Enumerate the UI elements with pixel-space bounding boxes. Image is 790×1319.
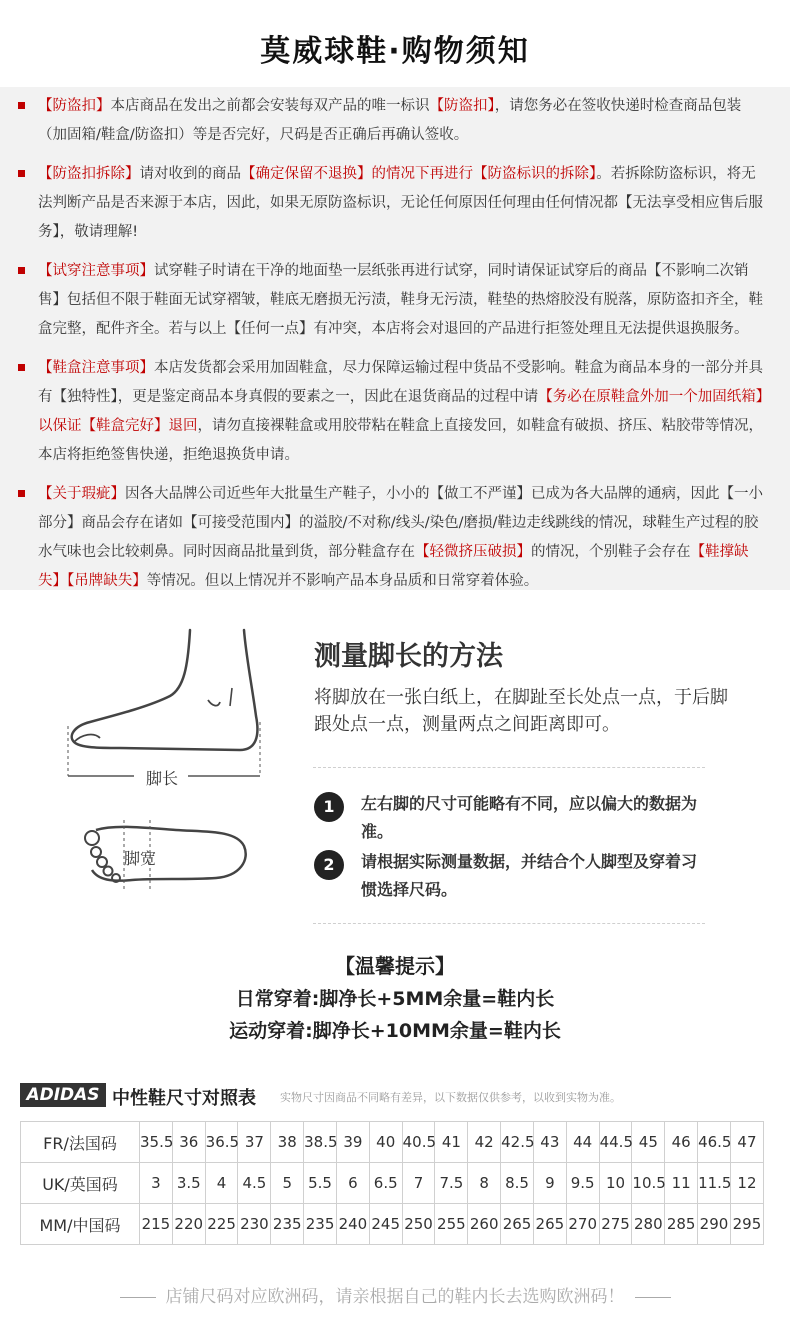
size-cell: 3 (140, 1163, 173, 1204)
size-cell: 225 (205, 1204, 238, 1245)
notice-text: ，请您务必在签收快递时检查商品包装（加固箱/鞋盒/防盗扣）等是否完好，尺码是否正确后再确认签收。 (38, 98, 742, 143)
purchase-notice-section (0, 87, 790, 590)
size-cell: 265 (501, 1204, 534, 1245)
notice-text: 请对收到的商品 (139, 166, 241, 182)
table-row (21, 1163, 764, 1204)
size-cell: 6 (336, 1163, 369, 1204)
notice-text: 。若拆除防盗标识，将无法判断产品是否来源于本店，因此，如果无原防盗标识，无论任何原因任何理由任何情况都【无法享受相应售后服务】，敬请理解! (38, 166, 763, 240)
size-cell: 46 (665, 1122, 698, 1163)
size-chart-note: 实物尺寸因商品不同略有差异，以下数据仅供参考，以收到实物为准。 (280, 1091, 621, 1104)
tip-2-text: 请根据实际测量数据，并结合个人脚型及穿着习惯选择尺码。 (361, 852, 698, 899)
size-cell: 42 (468, 1122, 501, 1163)
warm-tip-sport: 运动穿着:脚净长+10MM余量=鞋内长 (229, 1020, 561, 1042)
measure-title: 测量脚长的方法 (314, 641, 503, 672)
notice-highlight: 【鞋撑缺失】【吊牌缺失】 (38, 544, 749, 589)
page-title: 莫威球鞋·购物须知 (260, 34, 530, 69)
size-cell: 10 (599, 1163, 632, 1204)
size-cell: 215 (140, 1204, 173, 1245)
notice-text: 本店商品在发出之前都会安装每双产品的唯一标识 (110, 98, 430, 114)
size-cell: 245 (369, 1204, 402, 1245)
size-cell: 255 (435, 1204, 468, 1245)
bullet-icon (18, 364, 25, 371)
size-cell: 290 (698, 1204, 731, 1245)
size-cell: 9 (533, 1163, 566, 1204)
size-cell: 40 (369, 1122, 402, 1163)
size-cell: 10.5 (632, 1163, 665, 1204)
size-cell: 38 (271, 1122, 304, 1163)
size-chart-table (20, 1121, 764, 1245)
size-cell: 6.5 (369, 1163, 402, 1204)
tip-1-text: 左右脚的尺寸可能略有不同，应以偏大的数据为准。 (361, 794, 698, 841)
size-cell: 230 (238, 1204, 271, 1245)
row-header: FR/法国码 (21, 1122, 140, 1163)
size-cell: 260 (468, 1204, 501, 1245)
notice-highlight: 【防盗扣拆除】 (38, 166, 140, 182)
size-cell: 220 (172, 1204, 205, 1245)
notice-text: 因各大品牌公司近些年大批量生产鞋子，小小的【做工不严谨】已成为各大品牌的通病，因此【一小部分】商品会存在诸如【可接受范围内】的溢胶/不对称/线头/染色/磨损/鞋边走线跳线的情况，球鞋生产过程的胶水气味也会比较刺鼻。同时因商品批量到货，部分鞋盒存在 (38, 486, 763, 560)
size-cell: 4.5 (238, 1163, 271, 1204)
size-cell: 8 (468, 1163, 501, 1204)
notice-text: 的情况，个别鞋子会存在 (531, 544, 691, 560)
bullet-icon (18, 490, 25, 497)
foot-width-label: 脚宽 (124, 849, 157, 868)
size-cell: 35.5 (140, 1122, 173, 1163)
bullet-icon (18, 170, 25, 177)
size-cell: 275 (599, 1204, 632, 1245)
notice-item (38, 160, 768, 247)
size-cell: 45 (632, 1122, 665, 1163)
size-cell: 5.5 (304, 1163, 337, 1204)
size-chart-title: 中性鞋尺寸对照表 (112, 1088, 256, 1109)
tip-2-number: 2 (314, 850, 344, 880)
size-cell: 40.5 (402, 1122, 435, 1163)
notice-highlight: 【防盗扣】 (38, 98, 111, 114)
table-row (21, 1204, 764, 1245)
brand-label: ADIDAS (20, 1083, 106, 1107)
row-header: UK/英国码 (21, 1163, 140, 1204)
size-cell: 11.5 (698, 1163, 731, 1204)
size-cell: 285 (665, 1204, 698, 1245)
measure-section (0, 590, 790, 1070)
footer-dash-left (120, 1297, 156, 1298)
size-cell: 250 (402, 1204, 435, 1245)
size-cell: 36 (172, 1122, 205, 1163)
foot-top-illustration (76, 816, 256, 896)
page-header (0, 0, 790, 87)
size-cell: 5 (271, 1163, 304, 1204)
size-cell: 280 (632, 1204, 665, 1245)
size-cell: 7 (402, 1163, 435, 1204)
size-cell: 235 (304, 1204, 337, 1245)
notice-text: 等情况。但以上情况并不影响产品本身品质和日常穿着体验。 (146, 573, 539, 589)
notice-highlight: 【防盗扣】 (429, 98, 495, 114)
size-cell: 37 (238, 1122, 271, 1163)
row-header: MM/中国码 (21, 1204, 140, 1245)
foot-side-illustration (60, 626, 270, 786)
table-row (21, 1122, 764, 1163)
notice-item (38, 92, 768, 150)
notice-highlight: 【鞋盒注意事项】 (38, 360, 154, 376)
divider-bottom (313, 923, 705, 924)
warm-tip-daily: 日常穿着:脚净长+5MM余量=鞋内长 (235, 988, 555, 1010)
foot-length-label: 脚长 (146, 769, 179, 788)
size-cell: 11 (665, 1163, 698, 1204)
size-cell: 265 (533, 1204, 566, 1245)
bullet-icon (18, 102, 25, 109)
notice-item (38, 354, 768, 470)
size-cell: 235 (271, 1204, 304, 1245)
size-cell: 4 (205, 1163, 238, 1204)
measure-description: 将脚放在一张白纸上，在脚趾至长处点一点，于后脚跟处点一点，测量两点之间距离即可。 (314, 687, 728, 735)
footer-text: 店铺尺码对应欧洲码，请亲根据自己的鞋内长去选购欧洲码！ (165, 1287, 625, 1307)
size-cell: 3.5 (172, 1163, 205, 1204)
size-cell: 38.5 (304, 1122, 337, 1163)
notice-highlight: 【确定保留不退换】的情况下再进行【防盗标识的拆除】 (241, 166, 597, 182)
footer-note (0, 1282, 790, 1307)
size-cell: 41 (435, 1122, 468, 1163)
size-cell: 240 (336, 1204, 369, 1245)
notice-highlight: 【务必在原鞋盒外加一个加固纸箱】以保证【鞋盒完好】退回 (38, 389, 763, 434)
size-cell: 39 (336, 1122, 369, 1163)
size-cell: 42.5 (501, 1122, 534, 1163)
size-cell: 47 (730, 1122, 763, 1163)
size-cell: 44.5 (599, 1122, 632, 1163)
bullet-icon (18, 267, 25, 274)
notice-highlight: 【轻微挤压破损】 (415, 544, 531, 560)
notice-item (38, 480, 768, 596)
size-cell: 7.5 (435, 1163, 468, 1204)
size-cell: 8.5 (501, 1163, 534, 1204)
notice-highlight: 【试穿注意事项】 (38, 263, 154, 279)
notice-text: 试穿鞋子时请在干净的地面垫一层纸张再进行试穿，同时请保证试穿后的商品【不影响二次销售】包括但不限于鞋面无试穿褶皱，鞋底无磨损无污渍，鞋身无污渍，鞋垫的热熔胶没有脱落，原防盗扣齐全，鞋盒完整，配件齐全。若与以上【任何一点】有冲突，本店将会对退回的产品进行拒签处理且无法提供退换服务。 (38, 263, 763, 337)
size-cell: 12 (730, 1163, 763, 1204)
size-cell: 9.5 (566, 1163, 599, 1204)
size-cell: 44 (566, 1122, 599, 1163)
size-cell: 295 (730, 1204, 763, 1245)
notice-list (0, 87, 790, 596)
notice-highlight: 【关于瑕疵】 (38, 486, 125, 502)
divider-top (313, 767, 705, 768)
size-cell: 36.5 (205, 1122, 238, 1163)
notice-text: ，请勿直接裸鞋盒或用胶带粘在鞋盒上直接发回，如鞋盒有破损、挤压、粘胶带等情况，本店将拒绝签售快递，拒绝退换货申请。 (38, 418, 763, 463)
notice-item (38, 257, 768, 344)
footer-dash-right (635, 1297, 671, 1298)
tip-1-number: 1 (314, 792, 344, 822)
warm-tip-title: 【温馨提示】 (335, 954, 455, 978)
size-cell: 270 (566, 1204, 599, 1245)
notice-text: 本店发货都会采用加固鞋盒，尽力保障运输过程中货品不受影响。鞋盒为商品本身的一部分并具有【独特性】，更是鉴定商品本身真假的要素之一，因此在退货商品的过程中请 (38, 360, 763, 405)
size-cell: 43 (533, 1122, 566, 1163)
size-cell: 46.5 (698, 1122, 731, 1163)
